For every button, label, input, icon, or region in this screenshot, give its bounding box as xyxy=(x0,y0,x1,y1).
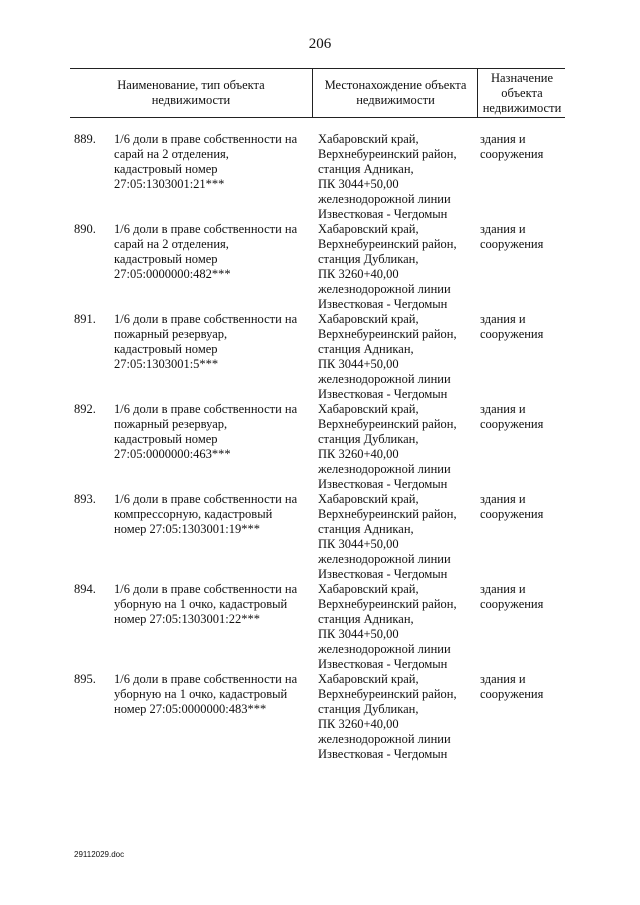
location-line: станция Адникан, xyxy=(318,162,414,176)
object-purpose xyxy=(480,672,568,702)
purpose-line: сооружения xyxy=(480,417,544,431)
object-purpose xyxy=(480,312,568,342)
header-location-column xyxy=(312,69,478,117)
table-row xyxy=(74,312,569,402)
location-line: Хабаровский край, xyxy=(318,672,419,686)
name-line: уборную на 1 очко, кадастровый xyxy=(114,687,288,701)
table-row xyxy=(74,402,569,492)
location-line: ПК 3044+50,00 xyxy=(318,627,399,641)
header-line: недвижимости xyxy=(151,93,231,107)
location-line: Известковая - Чегдомын xyxy=(318,657,448,671)
location-line: Хабаровский край, xyxy=(318,222,419,236)
location-line: Верхнебуреинский район, xyxy=(318,327,457,341)
location-line: железнодорожной линии xyxy=(318,642,451,656)
name-line: кадастровый номер xyxy=(114,342,218,356)
location-line: ПК 3260+40,00 xyxy=(318,717,399,731)
purpose-line: сооружения xyxy=(480,147,544,161)
name-line: кадастровый номер xyxy=(114,432,218,446)
location-line: Верхнебуреинский район, xyxy=(318,507,457,521)
location-line: станция Дубликан, xyxy=(318,702,419,716)
header-line: недвижимости xyxy=(482,100,562,115)
location-line: станция Дубликан, xyxy=(318,432,419,446)
location-line: железнодорожной линии xyxy=(318,192,451,206)
table-row xyxy=(74,222,569,312)
location-line: станция Адникан, xyxy=(318,342,414,356)
row-number: 892. xyxy=(74,402,96,416)
header-line: Наименование, тип объекта xyxy=(117,78,265,92)
purpose-line: здания и xyxy=(480,312,526,326)
header-purpose-column xyxy=(477,69,566,117)
object-name xyxy=(114,132,312,192)
name-line: 1/6 доли в праве собственности на xyxy=(114,402,298,416)
page-number: 206 xyxy=(308,36,332,52)
object-location xyxy=(318,492,478,582)
name-line: номер 27:05:1303001:19*** xyxy=(114,522,260,536)
name-line: пожарный резервуар, xyxy=(114,327,228,341)
row-number: 894. xyxy=(74,582,96,596)
header-line: Назначение xyxy=(490,70,553,85)
table-row xyxy=(74,492,569,582)
object-location xyxy=(318,672,478,762)
purpose-line: сооружения xyxy=(480,327,544,341)
location-line: железнодорожной линии xyxy=(318,372,451,386)
name-line: 1/6 доли в праве собственности на xyxy=(114,132,298,146)
location-line: Известковая - Чегдомын xyxy=(318,387,448,401)
location-line: Верхнебуреинский район, xyxy=(318,417,457,431)
location-line: железнодорожной линии xyxy=(318,462,451,476)
location-line: Известковая - Чегдомын xyxy=(318,567,448,581)
name-line: номер 27:05:0000000:483*** xyxy=(114,702,267,716)
row-number: 891. xyxy=(74,312,96,326)
name-line: 1/6 доли в праве собственности на xyxy=(114,672,298,686)
location-line: Верхнебуреинский район, xyxy=(318,147,457,161)
object-name xyxy=(114,582,312,627)
location-line: Верхнебуреинский район, xyxy=(318,237,457,251)
purpose-line: здания и xyxy=(480,672,526,686)
object-purpose xyxy=(480,222,568,252)
location-line: Хабаровский край, xyxy=(318,582,419,596)
object-location xyxy=(318,312,478,402)
name-line: кадастровый номер xyxy=(114,252,218,266)
purpose-line: сооружения xyxy=(480,507,544,521)
purpose-line: сооружения xyxy=(480,237,544,251)
object-location xyxy=(318,132,478,222)
header-line: объекта xyxy=(501,85,543,100)
name-line: пожарный резервуар, xyxy=(114,417,228,431)
name-line: номер 27:05:1303001:22*** xyxy=(114,612,260,626)
header-line: Местонахождение объекта xyxy=(324,78,467,92)
location-line: Известковая - Чегдомын xyxy=(318,297,448,311)
purpose-line: здания и xyxy=(480,582,526,596)
location-line: станция Адникан, xyxy=(318,612,414,626)
name-line: 1/6 доли в праве собственности на xyxy=(114,492,298,506)
table-row xyxy=(74,672,569,762)
location-line: Хабаровский край, xyxy=(318,132,419,146)
purpose-line: сооружения xyxy=(480,687,544,701)
location-line: Верхнебуреинский район, xyxy=(318,687,457,701)
object-location xyxy=(318,222,478,312)
header-line: недвижимости xyxy=(356,93,435,107)
object-purpose xyxy=(480,582,568,612)
name-line: 1/6 доли в праве собственности на xyxy=(114,222,298,236)
location-line: Хабаровский край, xyxy=(318,402,419,416)
location-line: станция Дубликан, xyxy=(318,252,419,266)
table-row xyxy=(74,582,569,672)
location-line: станция Адникан, xyxy=(318,522,414,536)
location-line: Верхнебуреинский район, xyxy=(318,597,457,611)
location-line: железнодорожной линии xyxy=(318,552,451,566)
purpose-line: сооружения xyxy=(480,597,544,611)
table-header xyxy=(70,68,565,118)
purpose-line: здания и xyxy=(480,132,526,146)
location-line: ПК 3260+40,00 xyxy=(318,267,399,281)
location-line: Известковая - Чегдомын xyxy=(318,747,448,761)
location-line: Хабаровский край, xyxy=(318,492,419,506)
row-number: 893. xyxy=(74,492,96,506)
location-line: Хабаровский край, xyxy=(318,312,419,326)
row-number: 895. xyxy=(74,672,96,686)
location-line: ПК 3044+50,00 xyxy=(318,357,399,371)
object-name xyxy=(114,672,312,717)
name-line: 27:05:1303001:21*** xyxy=(114,177,225,191)
object-purpose xyxy=(480,132,568,162)
name-line: сарай на 2 отделения, xyxy=(114,237,229,251)
name-line: компрессорную, кадастровый xyxy=(114,507,273,521)
purpose-line: здания и xyxy=(480,402,526,416)
name-line: 27:05:1303001:5*** xyxy=(114,357,219,371)
name-line: 27:05:0000000:482*** xyxy=(114,267,231,281)
object-purpose xyxy=(480,402,568,432)
purpose-line: здания и xyxy=(480,492,526,506)
header-name-column xyxy=(70,69,312,117)
location-line: Известковая - Чегдомын xyxy=(318,207,448,221)
row-number: 889. xyxy=(74,132,96,146)
name-line: кадастровый номер xyxy=(114,162,218,176)
name-line: 27:05:0000000:463*** xyxy=(114,447,231,461)
object-location xyxy=(318,582,478,672)
table-row xyxy=(74,132,569,222)
location-line: железнодорожной линии xyxy=(318,732,451,746)
object-name xyxy=(114,492,312,537)
location-line: Известковая - Чегдомын xyxy=(318,477,448,491)
location-line: ПК 3044+50,00 xyxy=(318,177,399,191)
object-location xyxy=(318,402,478,492)
row-number: 890. xyxy=(74,222,96,236)
object-name xyxy=(114,222,312,282)
location-line: ПК 3044+50,00 xyxy=(318,537,399,551)
object-name xyxy=(114,402,312,462)
table-body xyxy=(74,132,569,762)
name-line: 1/6 доли в праве собственности на xyxy=(114,312,298,326)
object-purpose xyxy=(480,492,568,522)
document-filename: 29112029.doc xyxy=(74,850,125,859)
name-line: сарай на 2 отделения, xyxy=(114,147,229,161)
location-line: ПК 3260+40,00 xyxy=(318,447,399,461)
purpose-line: здания и xyxy=(480,222,526,236)
object-name xyxy=(114,312,312,372)
location-line: железнодорожной линии xyxy=(318,282,451,296)
name-line: 1/6 доли в праве собственности на xyxy=(114,582,298,596)
name-line: уборную на 1 очко, кадастровый xyxy=(114,597,288,611)
